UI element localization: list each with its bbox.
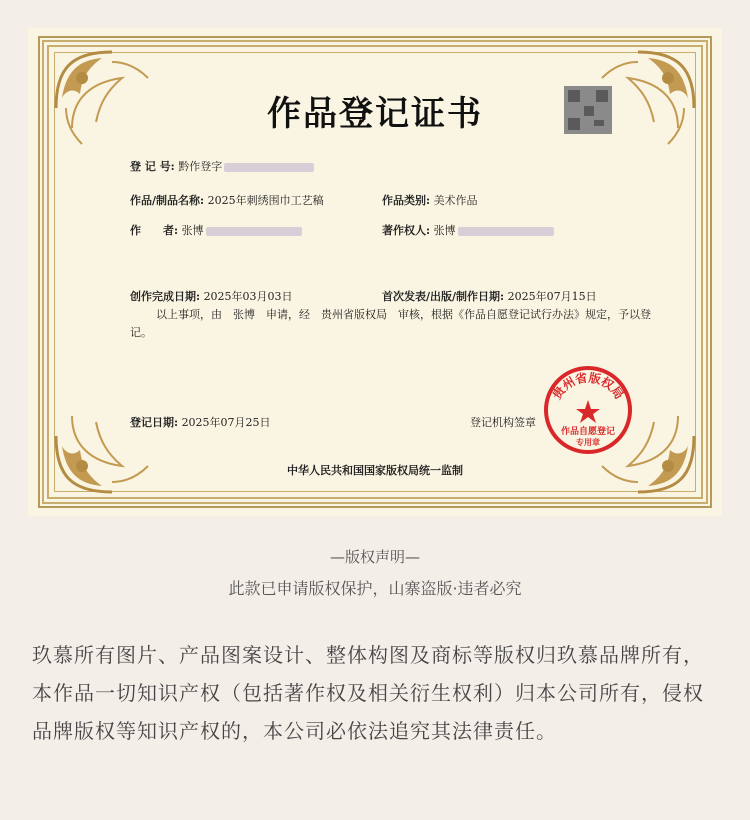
redacted-value <box>206 227 302 236</box>
author <box>130 222 302 238</box>
field-value: 张博 <box>181 224 204 237</box>
creation-date <box>130 288 293 304</box>
seal-middle-text: 作品自愿登记 <box>560 427 616 437</box>
seal-bottom-text: 专用章 <box>576 438 600 447</box>
field-value: 张博 <box>433 224 456 237</box>
field-label: 著作权人: <box>382 224 431 237</box>
field-label: 创作完成日期: <box>130 290 201 303</box>
seal-top-text: 贵州省版权局 <box>549 370 627 402</box>
field-value: 美术作品 <box>433 194 478 207</box>
field-label: 登 记 号: <box>130 160 175 173</box>
registration-note: 以上事项，由 张博 申请，经 贵州省版权局 审核，根据《作品自愿登记试行办法》规定，予以登记。 <box>130 308 651 339</box>
registration-date <box>130 414 271 430</box>
field-value: 2025年03月03日 <box>203 290 293 303</box>
declaration-subtitle: 此款已申请版权保护，山寨盗版·违者必究 <box>228 579 522 598</box>
work-category <box>382 192 478 208</box>
field-label: 作品类别: <box>382 194 431 207</box>
declaration-body: 玖慕所有图片、产品图案设计、整体构图及商标等版权归玖慕品牌所有，本作品一切知识产权（包括著作权及相关衍生权利）归本公司所有，侵权品牌版权等知识产权的，本公司必依法追究其法律责任。 <box>32 643 704 743</box>
seal-label: 登记机构签章 <box>470 416 536 429</box>
field-label: 作 者: <box>130 224 179 237</box>
field-label: 首次发表/出版/制作日期: <box>382 290 505 303</box>
field-value: 2025年刺绣围巾工艺稿 <box>207 194 324 207</box>
copyright-owner <box>382 222 554 238</box>
declaration-title: —版权声明— <box>329 548 420 566</box>
field-label: 登记日期: <box>130 416 179 429</box>
redacted-value <box>458 227 554 236</box>
official-seal-icon <box>542 364 634 456</box>
qr-code-icon <box>564 86 612 134</box>
registration-number <box>130 158 314 174</box>
field-value: 2025年07月25日 <box>181 416 271 429</box>
publication-date <box>382 288 597 304</box>
certificate <box>28 28 722 516</box>
corner-ornament-icon <box>52 386 162 496</box>
work-name <box>130 192 324 208</box>
field-value: 黔作登字 <box>178 160 223 173</box>
redacted-value <box>224 163 314 172</box>
field-value: 2025年07月15日 <box>507 290 597 303</box>
certificate-title: 作品登记证书 <box>267 94 483 134</box>
certificate-footer: 中华人民共和国国家版权局统一监制 <box>287 464 463 477</box>
field-label: 作品/制品名称: <box>130 194 205 207</box>
svg-text:贵州省版权局 <box>549 370 626 402</box>
